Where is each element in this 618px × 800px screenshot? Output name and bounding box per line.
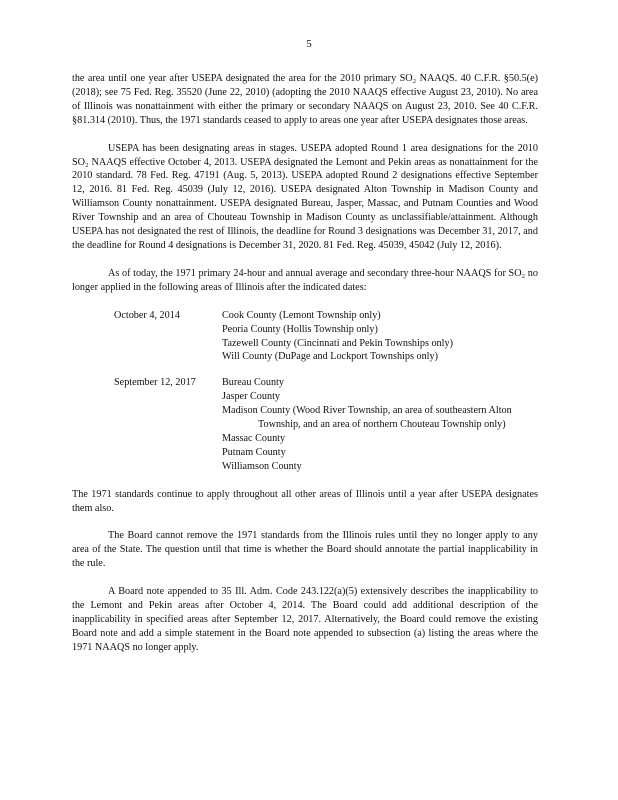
paragraph-continue-to-apply: The 1971 standards continue to apply throughout all other areas of Illinois until a year after USEPA designates them also. [72,488,538,514]
dates-group-date: October 4, 2014 [114,309,180,321]
dates-group-areas [222,376,538,473]
dates-group-2017 [114,376,538,473]
area-item: Tazewell County (Cincinnati and Pekin Townships only) [222,337,453,349]
page-number: 5 [306,38,312,50]
area-item: Putnam County [222,446,286,458]
document-body [72,72,538,669]
dates-group-areas [222,309,538,365]
paragraph-as-of-today: As of today, the 1971 primary 24-hour and annual average and secondary three-hour NAAQS for SO₂ no longer applied in the following areas of Illinois after the indicated dates: [72,267,538,293]
area-item: Williamson County [222,460,302,472]
paragraph-designations: USEPA has been designating areas in stages. USEPA adopted Round 1 area designations for the 2010 SO₂ NAAQS effective October 4, 2013. USEPA designated the Lemont and Pekin areas as nonattainment for the 2010 standard. 78 Fed. Reg. 47191 (Aug. 5, 2013). USEPA adopted Round 2 designations effective September 12, 2016. 81 Fed. Reg. 45039 (July 12, 2016). USEPA designated Alton Township in Madison County and Williamson County nonattainment. USEPA designated Bureau, Jasper, Massac, and Putnam Counties and Wood River Township and an area of Chouteau Township in Madison County as unclassifiable/attainment. Although USEPA has not designated the rest of Illinois, the deadline for Round 3 designations was December 31, 2017, and the deadline for Round 4 designations is December 31, 2020. 81 Fed. Reg. 45039, 45042 (July 12, 2016). [72,142,538,251]
area-item: Madison County (Wood River Township, an area of southeastern Alton Township, and an area of northern Chouteau Township only) [222,405,512,431]
inapplicability-dates-table [114,309,538,474]
area-item: Will County (DuPage and Lockport Townships only) [222,351,439,363]
area-item: Bureau County [222,377,284,389]
area-item: Peoria County (Hollis Township only) [222,323,378,335]
paragraph-board-cannot-remove: The Board cannot remove the 1971 standards from the Illinois rules until they no longer apply to any area of the State. The question until that time is whether the Board should annotate the partial inapplicability in the rule. [72,530,538,570]
dates-group-date: September 12, 2017 [114,377,196,389]
paragraph-continuation: the area until one year after USEPA designated the area for the 2010 primary SO₂ NAAQS. 40 C.F.R. §50.5(e) (2018); see 75 Fed. Reg. 35520 (June 22, 2010) (adopting the 2010 NAAQS effective August 23, 2010). No area of Illinois was nonattainment with either the primary or secondary NAAQS on August 23, 2010. See 40 C.F.R. §81.314 (2010). Thus, the 1971 standards ceased to apply to areas one year after USEPA designates those areas. [72,73,538,126]
area-item: Cook County (Lemont Township only) [222,309,381,321]
area-item: Massac County [222,432,286,444]
area-item: Jasper County [222,391,281,403]
dates-group-2014 [114,309,538,365]
paragraph-board-note: A Board note appended to 35 Ill. Adm. Code 243.122(a)(5) extensively describes the inapplicability to the Lemont and Pekin areas after October 4, 2014. The Board could add additional description of the inapplicability in specified areas after September 12, 2017. Alternatively, the Board could remove the existing Board note and add a simple statement in the Board note appended to subsection (a) listing the areas where the 1971 NAAQS no longer apply. [72,586,538,653]
